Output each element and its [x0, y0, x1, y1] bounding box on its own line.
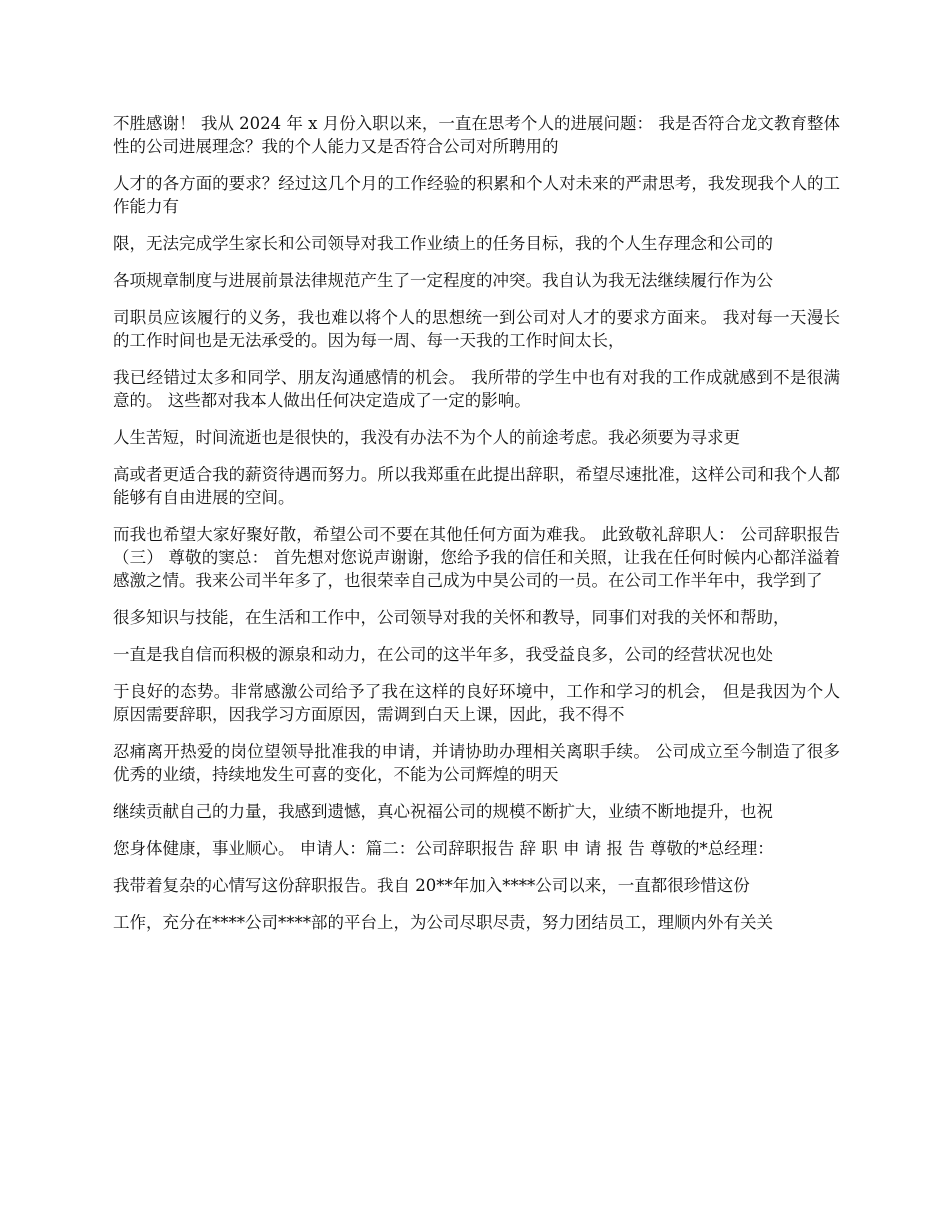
paragraph-11: 一直是我自信而积极的源泉和动力，在公司的这半年多，我受益良多，公司的经营状况也处	[113, 645, 773, 664]
paragraph-13: 忍痛离开热爱的岗位望领导批准我的申请，并请协助办理相关离职手续。 公司成立至今制造了很多优秀的业绩，持续地发生可喜的变化，不能为公司辉煌的明天	[113, 742, 840, 784]
paragraph-12: 于良好的态势。非常感激公司给予了我在这样的良好环境中，工作和学习的机会， 但是我因为个人原因需要辞职，因我学习方面原因，需调到白天上课，因此，我不得不	[113, 682, 840, 724]
paragraph-4: 各项规章制度与进展前景法律规范产生了一定程度的冲突。我自认为我无法继续履行作为公	[113, 271, 773, 290]
paragraph-16: 我带着复杂的心情写这份辞职报告。我自 20**年加入****公司以来，一直都很珍惜这份	[113, 876, 750, 895]
document-body	[113, 112, 840, 948]
paragraph-6: 我已经错过太多和同学、朋友沟通感情的机会。 我所带的学生中也有对我的工作成就感到不是很满意的。 这些都对我本人做出任何决定造成了一定的影响。	[113, 368, 840, 410]
paragraph-1: 不胜感谢！ 我从 2024 年 x 月份入职以来，一直在思考个人的进展问题： 我是否符合龙文教育整体性的公司进展理念？我的个人能力又是否符合公司对所聘用的	[113, 114, 840, 156]
paragraph-17: 工作，充分在****公司****部的平台上，为公司尽职尽责，努力团结员工，理顺内外有关关	[113, 913, 773, 932]
paragraph-5: 司职员应该履行的义务，我也难以将个人的思想统一到公司对人才的要求方面来。 我对每一天漫长的工作时间也是无法承受的。因为每一周、每一天我的工作时间太长，	[113, 308, 840, 350]
paragraph-14: 继续贡献自己的力量，我感到遗憾，真心祝福公司的规模不断扩大，业绩不断地提升，也祝	[113, 802, 773, 821]
paragraph-8: 高或者更适合我的薪资待遇而努力。所以我郑重在此提出辞职，希望尽速批准，这样公司和我个人都能够有自由进展的空间。	[113, 465, 840, 507]
paragraph-2: 人才的各方面的要求？经过这几个月的工作经验的积累和个人对未来的严肃思考，我发现我个人的工作能力有	[113, 174, 840, 216]
paragraph-10: 很多知识与技能，在生活和工作中，公司领导对我的关怀和教导，同事们对我的关怀和帮助，	[113, 608, 790, 627]
paragraph-15: 您身体健康，事业顺心。 申请人：篇二：公司辞职报告 辞 职 申 请 报 告 尊敬的*总经理：	[113, 839, 774, 858]
paragraph-9: 而我也希望大家好聚好散，希望公司不要在其他任何方面为难我。 此致敬礼辞职人： 公司辞职报告（三） 尊敬的窦总： 首先想对您说声谢谢，您给予我的信任和关照，让我在任何时候内心都洋溢着感激之情。我来公司半年多了，也很荣幸自己成为中昊公司的一员。在公司工作半年中，我学到了	[113, 525, 840, 590]
paragraph-7: 人生苦短，时间流逝也是很快的，我没有办法不为个人的前途考虑。我必须要为寻求更	[113, 428, 740, 447]
paragraph-3: 限，无法完成学生家长和公司领导对我工作业绩上的任务目标，我的个人生存理念和公司的	[113, 234, 773, 253]
